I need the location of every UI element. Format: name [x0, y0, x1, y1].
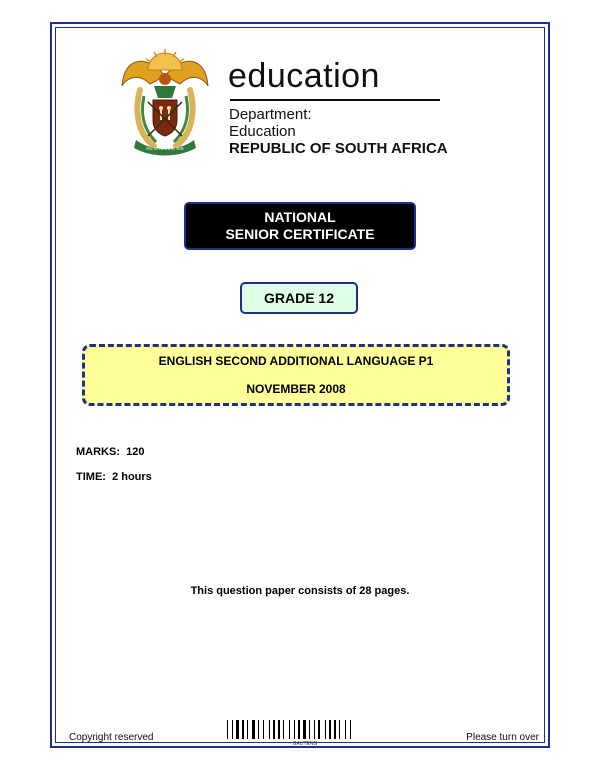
barcode-bar: [283, 720, 284, 739]
barcode-bar: [236, 720, 239, 739]
copyright-notice: Copyright reserved: [69, 732, 154, 743]
brand-word: education: [228, 57, 380, 95]
turn-over-notice: Please turn over: [466, 732, 539, 743]
barcode-bar: [314, 720, 315, 739]
barcode-bar: [303, 720, 306, 739]
barcode-bar: [294, 720, 295, 739]
barcode-bar: [269, 720, 270, 739]
barcode-bar: [345, 720, 346, 739]
exam-date: NOVEMBER 2008: [246, 382, 346, 396]
barcode-bar: [298, 720, 300, 739]
svg-text:!KE E: /XARRA //KE: !KE E: /XARRA //KE: [146, 146, 184, 151]
subject-panel: [82, 344, 510, 406]
certificate-banner: [184, 202, 416, 250]
barcode-bar: [350, 720, 351, 739]
barcode-bar: [273, 720, 275, 739]
barcode-bar: [242, 720, 244, 739]
grade-badge: GRADE 12: [240, 282, 358, 314]
barcode-bar: [309, 720, 310, 739]
barcode-bar: [339, 720, 340, 739]
barcode-bar: [334, 720, 336, 739]
certificate-line-1: NATIONAL: [264, 209, 336, 225]
south-africa-coat-of-arms-icon: [118, 46, 212, 158]
certificate-line-2: SENIOR CERTIFICATE: [225, 226, 375, 242]
barcode-bar: [318, 720, 320, 739]
time-info: TIME: 2 hours: [76, 471, 152, 483]
barcode-bar: [278, 720, 280, 739]
barcode-bar: [263, 720, 264, 739]
barcode-bar: [247, 720, 248, 739]
department-name: Education: [229, 123, 296, 140]
brand-underline: [230, 99, 440, 101]
barcode-bar: [289, 720, 290, 739]
country-name: REPUBLIC OF SOUTH AFRICA: [229, 140, 448, 157]
barcode-bar: [232, 720, 233, 739]
barcode-caption: GAUTENG: [292, 741, 318, 746]
barcode-bar: [325, 720, 326, 739]
page-count-note: This question paper consists of 28 pages.: [190, 585, 410, 597]
subject-title: ENGLISH SECOND ADDITIONAL LANGUAGE P1: [158, 354, 434, 368]
barcode-bar: [227, 720, 228, 739]
department-label: Department:: [229, 106, 312, 123]
marks-info: MARKS: 120: [76, 446, 145, 458]
barcode-bar: [258, 720, 259, 739]
barcode-bar: [329, 720, 331, 739]
barcode-bar: [252, 720, 255, 739]
barcode-icon: [225, 720, 385, 746]
